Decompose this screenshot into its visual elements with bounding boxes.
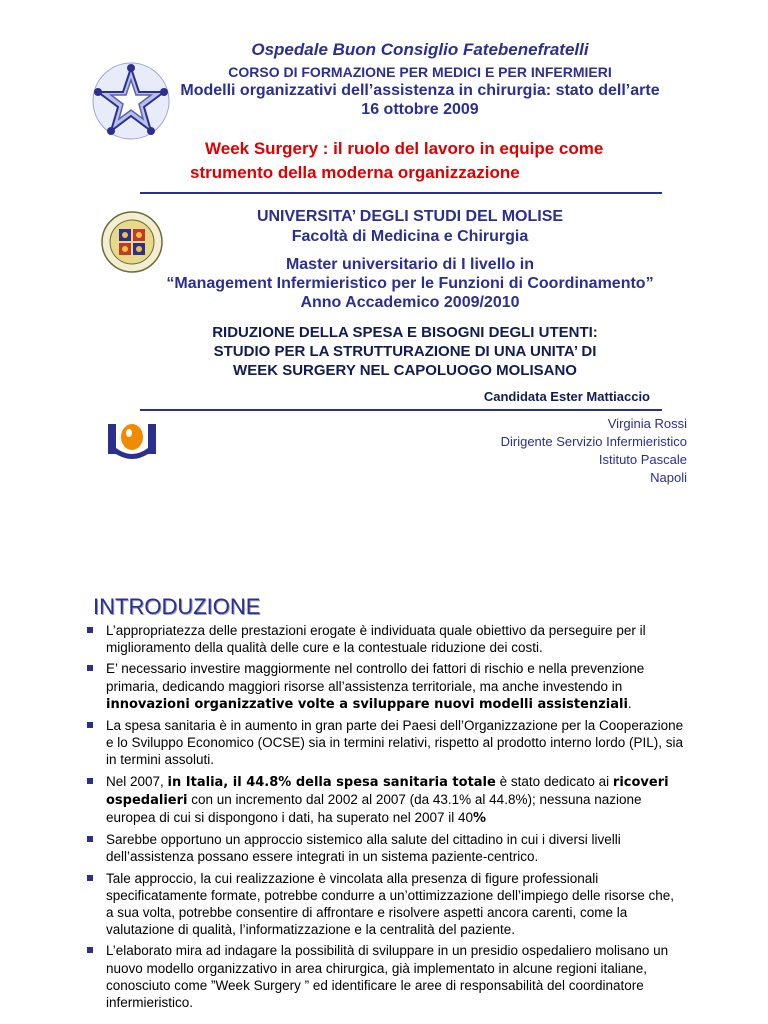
week-title-line2: strumento della moderna organizzazione (190, 163, 520, 182)
university-name: UNIVERSITA’ DEGLI STUDI DEL MOLISE (256, 208, 564, 225)
author-role: Dirigente Servizio Infermieristico (500, 434, 687, 449)
thesis-line2: STUDIO PER LA STRUTTURAZIONE DI UNA UNITA’ DI (213, 343, 597, 360)
author-institute: Istituto Pascale (598, 452, 687, 467)
models-subtitle: Modelli organizzativi dell’assistenza in chirurgia: stato dell’arte (180, 82, 660, 99)
author-block (440, 415, 687, 487)
list-item: Sarebbe opportuno un approccio sistemico alla salute del cittadino in cui i diversi livelli dell’assistenza possano essere integrati in un sistema paziente-centrico. (84, 831, 684, 865)
master-block (130, 255, 690, 312)
master-line3: Anno Accademico 2009/2010 (300, 294, 520, 311)
university-block (150, 207, 670, 247)
pascale-institute-logo (104, 420, 160, 460)
master-line1: Master universitario di I livello in (285, 256, 535, 273)
week-surgery-title (190, 137, 670, 185)
candidate-name: Candidata Ester Mattiaccio (483, 389, 650, 404)
author-city: Napoli (650, 470, 687, 485)
list-item: Nel 2007, in Italia, il 44.8% della spesa sanitaria totale è stato dedicato ai ricoveri ospedalieri con un incremento dal 2002 al 2007 (da 43.1% al 44.8%); nessuna nazione europea di cui si dispongono i dati, ha superato nel 2007 il 40% (84, 773, 684, 828)
thesis-title (140, 323, 670, 380)
list-item: La spesa sanitaria è in aumento in gran parte dei Paesi dell’Organizzazione per la Cooperazione e lo Sviluppo Economico (OCSE) sia in termini relativi, rispetto al prodotto interno lordo (PIL), sia in termini assoluti. (84, 717, 684, 769)
intro-bullet-list (84, 622, 684, 1015)
list-item: E’ necessario investire maggiormente nel controllo dei fattori di rischio e nella prevenzione primaria, dedicando maggiori risorse all’assistenza territoriale, ma anche investendo in innovazioni organizzative volte a sviluppare nuovi modelli assistenziali. (84, 660, 684, 713)
divider-bottom (140, 409, 662, 411)
list-item: L’elaborato mira ad indagare la possibilità di sviluppare in un presidio ospedaliero molisano un nuovo modello organizzativo in area chirurgica, già implementato in alcune regioni italiane, conosciuto come ”Week Surgery ” ed identificare le aree di responsabilità del coordinatore infermieristico. (84, 942, 684, 1011)
week-title-line1: Week Surgery : il ruolo del lavoro in equipe come (205, 139, 604, 158)
hospital-name: Ospedale Buon Consiglio Fatebenefratelli (251, 40, 589, 59)
master-line2: “Management Infermieristico per le Funzioni di Coordinamento” (166, 275, 654, 292)
course-title: CORSO DI FORMAZIONE PER MEDICI E PER INFERMIERI (228, 64, 612, 80)
author-name: Virginia Rossi (607, 416, 687, 431)
faculty-name: Facoltà di Medicina e Chirurgia (291, 228, 529, 245)
event-date: 16 ottobre 2009 (361, 101, 479, 118)
list-item: Tale approccio, la cui realizzazione è vincolata alla presenza di figure professionali specificatamente formate, potrebbe condurre a un’ottimizzazione dell’impiego delle risorse che, a sua volta, potrebbe consentire di affrontare e risolvere aspetti ancora carenti, come la valutazione di qualità, l’informatizzazione e la centralità del paziente. (84, 870, 684, 939)
intro-heading: INTRODUZIONE (93, 594, 261, 619)
divider-top (140, 192, 662, 194)
list-item: L’appropriatezza delle prestazioni erogate è individuata quale obiettivo da perseguire per il miglioramento della qualità delle cure e la contestuale riduzione dei costi. (84, 622, 684, 656)
thesis-line1: RIDUZIONE DELLA SPESA E BISOGNI DEGLI UTENTI: (212, 324, 598, 341)
thesis-line3: WEEK SURGERY NEL CAPOLUOGO MOLISANO (233, 362, 577, 379)
